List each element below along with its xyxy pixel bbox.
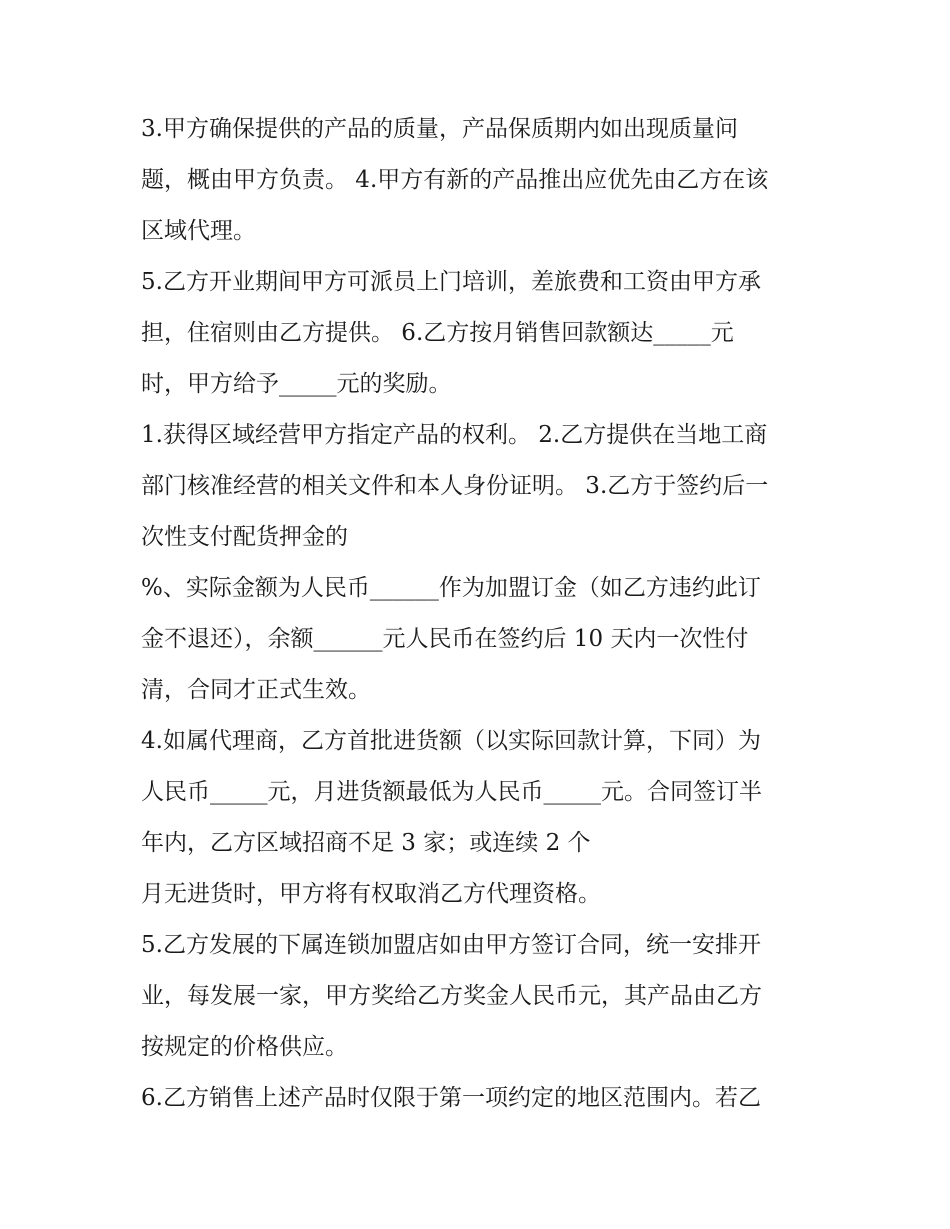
text-line: 金不退还），余额______元人民币在签约后 10 天内一次性付: [141, 626, 749, 652]
document-body: [141, 104, 813, 1124]
text-line: 按规定的价格供应。: [141, 1034, 348, 1060]
text-line: 时，甲方给予_____元的奖励。: [141, 371, 452, 397]
text-line: 月无进货时，甲方将有权取消乙方代理资格。: [141, 881, 601, 907]
text-line: 4.如属代理商，乙方首批进货额（以实际回款计算，下同）为: [141, 728, 761, 754]
text-line: 担，住宿则由乙方提供。 6.乙方按月销售回款额达_____元: [141, 320, 734, 346]
text-line: 6.乙方销售上述产品时仅限于第一项约定的地区范围内。若乙: [141, 1085, 761, 1111]
text-line: 3.甲方确保提供的产品的质量，产品保质期内如出现质量问: [141, 116, 738, 142]
text-line: 年内，乙方区域招商不足 3 家；或连续 2 个: [141, 830, 591, 856]
text-line: 清，合同才正式生效。: [141, 677, 371, 703]
text-line: 人民币_____元，月进货额最低为人民币_____元。合同签订半: [141, 779, 762, 805]
text-line: 业，每发展一家，甲方奖给乙方奖金人民币元，其产品由乙方: [141, 983, 762, 1009]
text-line: %、实际金额为人民币______作为加盟订金（如乙方违约此订: [141, 575, 761, 601]
text-line: 次性支付配货押金的: [141, 524, 348, 550]
text-line: 1.获得区域经营甲方指定产品的权利。 2.乙方提供在当地工商: [141, 422, 768, 448]
text-line: 5.乙方发展的下属连锁加盟店如由甲方签订合同，统一安排开: [141, 932, 761, 958]
text-line: 区域代理。: [141, 218, 256, 244]
text-line: 题，概由甲方负责。 4.甲方有新的产品推出应优先由乙方在该: [141, 167, 769, 193]
text-line: 部门核准经营的相关文件和本人身份证明。 3.乙方于签约后一: [141, 473, 769, 499]
text-line: 5.乙方开业期间甲方可派员上门培训，差旅费和工资由甲方承: [141, 269, 761, 295]
